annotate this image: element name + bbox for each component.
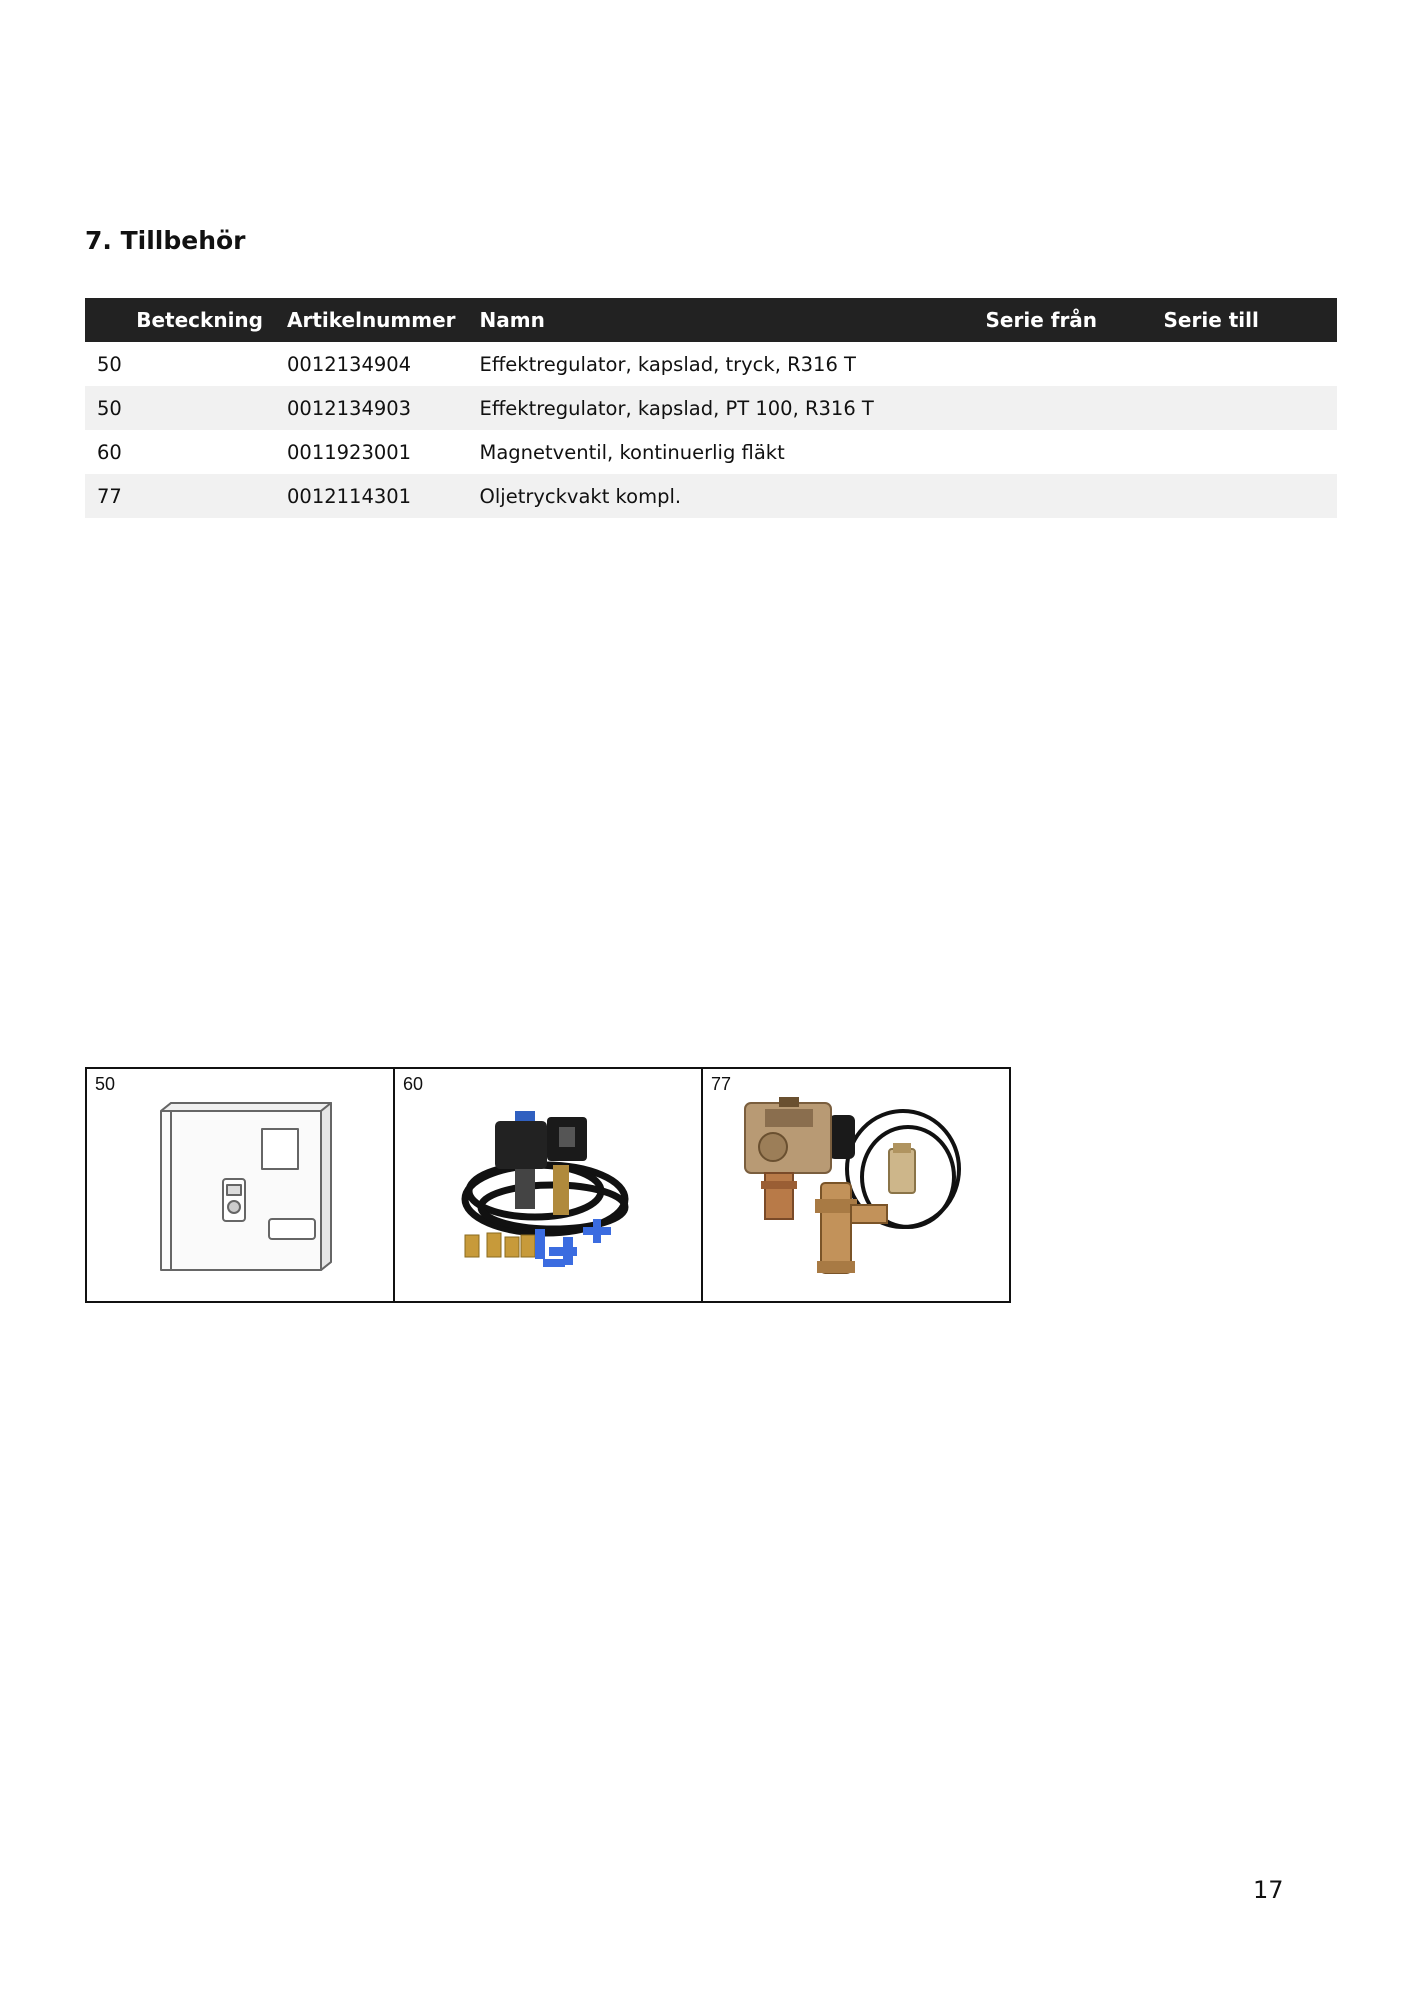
table-row — [85, 342, 1337, 386]
solenoid-valve-kit-icon — [395, 1069, 701, 1301]
figure-60 — [395, 1069, 703, 1301]
cell-beteckning: 50 — [97, 352, 122, 376]
cell-serie-till — [1152, 430, 1337, 474]
cell-serie-fran — [974, 386, 1152, 430]
cell-serie-till — [1152, 474, 1337, 518]
cell-serie-fran — [974, 474, 1152, 518]
oil-pressure-switch-icon — [703, 1069, 1009, 1301]
table-row — [85, 474, 1337, 518]
figure-label: 60 — [403, 1074, 424, 1094]
cell-namn: Oljetryckvakt kompl. — [468, 474, 974, 518]
cell-artikelnummer: 0012114301 — [275, 474, 468, 518]
figure-label: 50 — [95, 1074, 116, 1094]
cell-serie-fran — [974, 342, 1152, 386]
cell-serie-till — [1152, 342, 1337, 386]
enclosure-box-icon — [87, 1069, 393, 1301]
header-serie-till: Serie till — [1152, 298, 1337, 342]
cell-beteckning: 77 — [85, 474, 275, 518]
header-namn: Namn — [468, 298, 974, 342]
cell-namn: Effektregulator, kapslad, tryck, R316 T — [479, 352, 856, 376]
cell-artikelnummer: 0011923001 — [287, 440, 412, 464]
header-serie-fran: Serie från — [974, 298, 1152, 342]
figure-50 — [87, 1069, 395, 1301]
cell-artikelnummer: 0012134904 — [287, 352, 412, 376]
accessories-table — [85, 298, 1337, 518]
figure-77 — [703, 1069, 1009, 1301]
header-beteckning: Beteckning — [85, 298, 275, 342]
cell-beteckning: 50 — [85, 386, 275, 430]
page-number: 17 — [1253, 1876, 1284, 1904]
cell-serie-fran — [974, 430, 1152, 474]
cell-beteckning: 60 — [97, 440, 122, 464]
cell-serie-till — [1152, 386, 1337, 430]
cell-namn: Magnetventil, kontinuerlig fläkt — [479, 440, 785, 464]
cell-artikelnummer: 0012134903 — [275, 386, 468, 430]
table-row — [85, 430, 1337, 474]
table-header-row — [85, 298, 1337, 342]
figure-label: 77 — [711, 1074, 732, 1094]
header-artikelnummer: Artikelnummer — [275, 298, 468, 342]
cell-namn: Effektregulator, kapslad, PT 100, R316 T — [468, 386, 974, 430]
accessory-figures — [85, 1067, 1011, 1303]
section-title: 7. Tillbehör — [85, 226, 246, 255]
table-row — [85, 386, 1337, 430]
